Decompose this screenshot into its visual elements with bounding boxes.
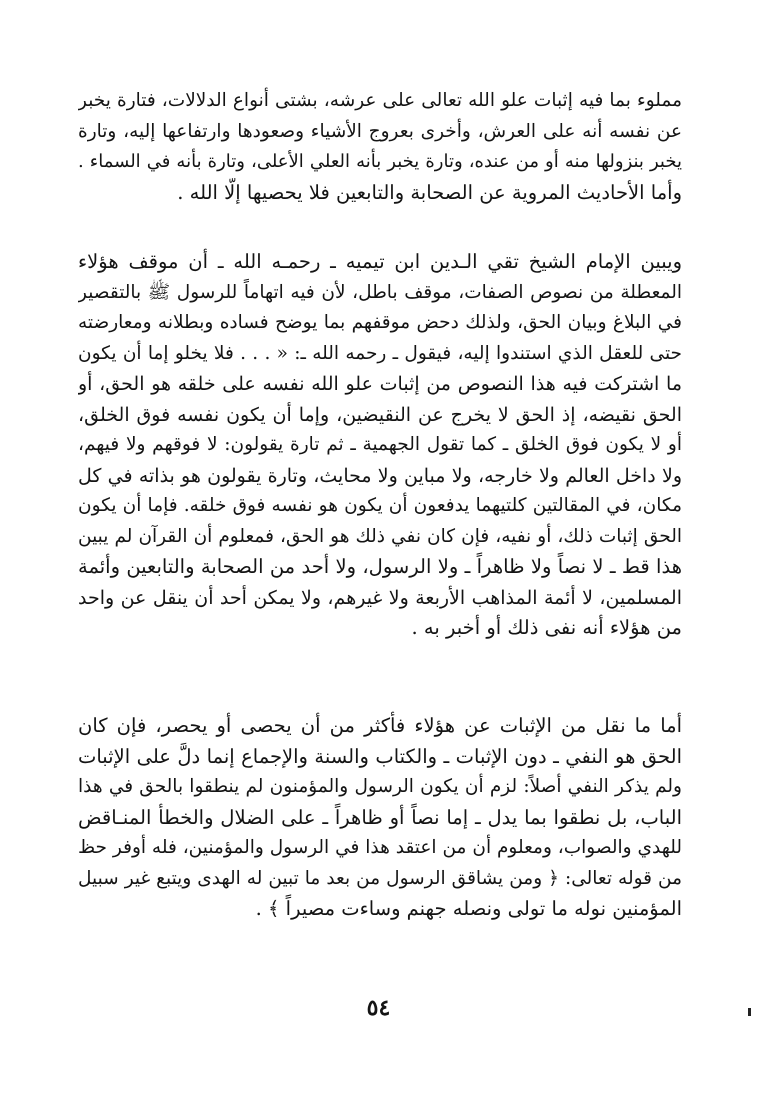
text-line: مكان، في المقالتين كلتيهما يدفعون أن يكون هو نفسه فوق خلقه. فإما أن يكون bbox=[78, 495, 682, 516]
text-line: ما اشتركت فيه هذا النصوص من إثبات علو الله نفسه على خلقه هو الحق، أو bbox=[78, 373, 682, 395]
text-line: وأما الأحاديث المروية عن الصحابة والتابعين فلا يحصيها إلّا الله . bbox=[177, 180, 682, 204]
text-line: الحق هو النفي ـ دون الإثبات ـ والكتاب والسنة والإجماع إنما دلَّ على الإثبات bbox=[78, 744, 682, 768]
text-line: ولا داخل العالم ولا خارجه، ولا مباين ولا محايث، وتارة يقولون هو بذاته في كل bbox=[78, 464, 682, 487]
text-line: المؤمنين نوله ما تولى ونصله جهنم وساءت مصيراً ﴾ . bbox=[255, 897, 682, 920]
text-line: من قوله تعالى: ﴿ ومن يشاقق الرسول من بعد ما تبين له الهدى ويتبع غير سبيل bbox=[78, 867, 682, 889]
text-line: للهدي والصواب، ومعلوم أن من اعتقد هذا في الرسول والمؤمنين، فله أوفر حظ bbox=[78, 837, 682, 858]
text-line: الحق نقيضه، إذ الحق لا يخرج عن النقيضين، وإما أن يكون نفسه فوق الخلق، bbox=[78, 403, 682, 426]
text-line: في البلاغ وبيان الحق، ولذلك دحض موقفهم بما يوضح فساده وبطلانه ومعارضته bbox=[78, 312, 682, 333]
text-line: من هؤلاء أنه نفى ذلك أو أخبر به . bbox=[411, 616, 682, 639]
scan-edge-mark bbox=[748, 1008, 751, 1016]
text-line: الباب، بل نطقوا بما يدل ـ إما نصاً أو ظاهراً ـ على الضلال والخطأ المنـاقض bbox=[78, 805, 682, 829]
text-line: يخبر بنزولها منه أو من عنده، وتارة يخبر بأنه العلي الأعلى، وتارة بأنه في السماء . bbox=[78, 151, 682, 172]
text-line: هذا قط ـ لا نصاً ولا ظاهراً ـ ولا الرسول، ولا أحد من الصحابة والتابعين وأئمة bbox=[78, 555, 682, 578]
text-line: ولم يذكر النفي أصلاً: لزم أن يكون الرسول والمؤمنون لم ينطقوا بالحق في هذا bbox=[78, 776, 682, 797]
text-line: أما ما نقل من الإثبات عن هؤلاء فأكثر من أن يحصى أو يحصر، فإن كان bbox=[78, 714, 682, 737]
text-line: الحق إثبات ذلك، أو نفيه، فإن كان نفي ذلك هو الحق، فمعلوم أن القرآن لم يبين bbox=[78, 525, 682, 547]
page-number: ٥٤ bbox=[366, 995, 391, 1021]
text-line: ويبين الإمام الشيخ تقي الـدين ابن تيميه ـ رحمـه الله ـ أن موقف هؤلاء bbox=[78, 250, 682, 273]
text-line: حتى للعقل الذي استندوا إليه، فيقول ـ رحمه الله ـ: « . . . فلا يخلو إما أن يكون bbox=[78, 342, 682, 364]
text-line: المعطلة من نصوص الصفات، موقف باطل، لأن فيه اتهاماً للرسول ﷺ بالتقصير bbox=[78, 281, 682, 303]
paragraph-3 bbox=[78, 711, 682, 925]
paragraph-2 bbox=[78, 247, 682, 644]
paragraph-1 bbox=[78, 86, 682, 208]
text-line: أو لا يكون فوق الخلق ـ كما تقول الجهمية ـ ثم تارة يقولون: لا فوقهم ولا فيهم، bbox=[78, 434, 682, 455]
text-line: المسلمين، لا أئمة المذاهب الأربعة ولا غيرهم، ولا يمكن أحد أن ينقل عن واحد bbox=[78, 586, 682, 609]
text-line: عن نفسه أنه على العرش، وأخرى بعروج الأشياء وصعودها وارتفاعها إليه، وتارة bbox=[78, 120, 682, 142]
text-line: مملوء بما فيه إثبات علو الله تعالى على عرشه، بشتى أنواع الدلالات، فتارة يخبر bbox=[78, 90, 682, 111]
